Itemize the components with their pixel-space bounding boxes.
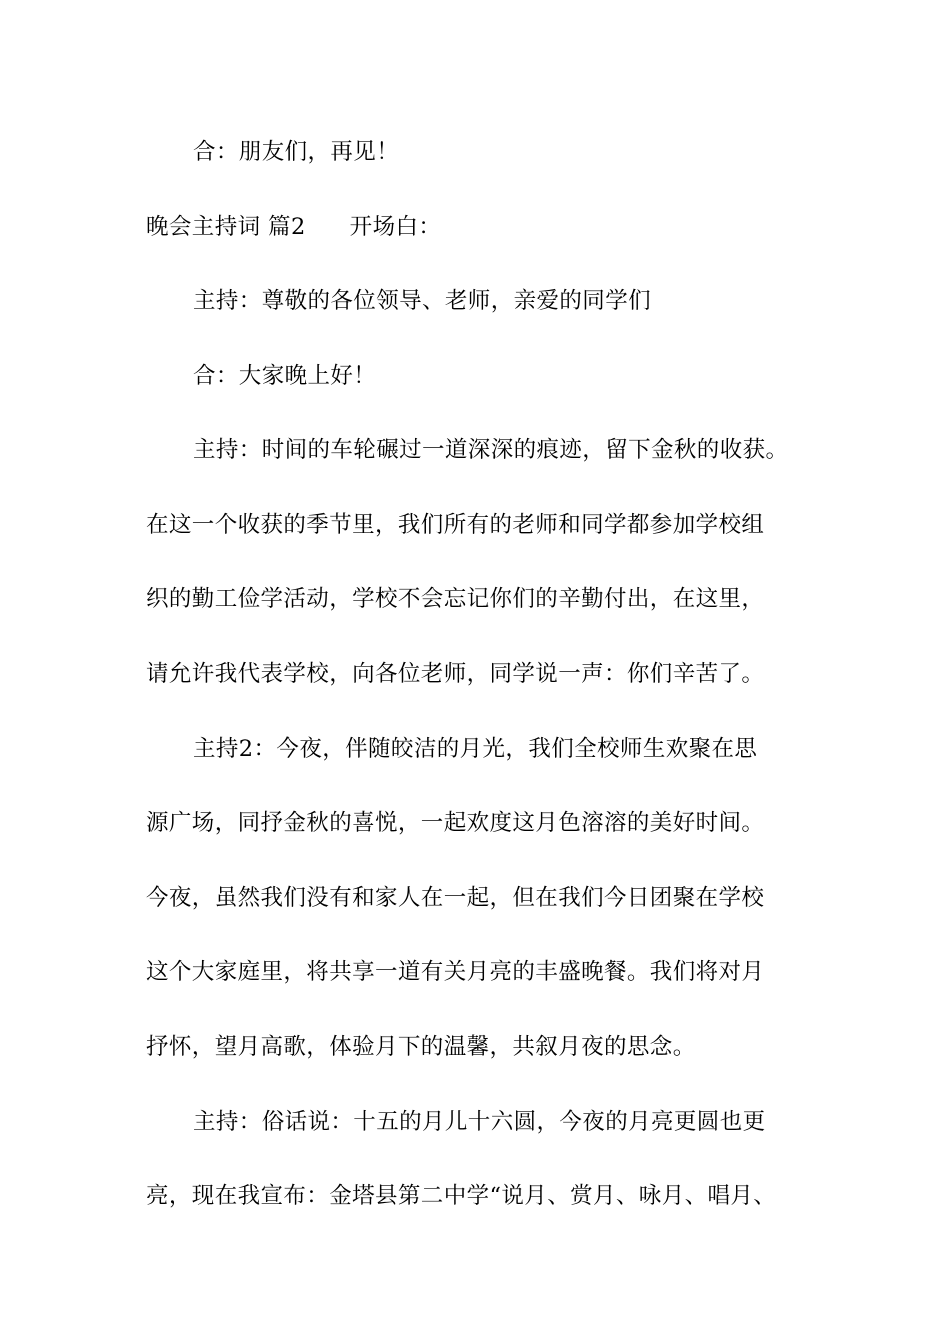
paragraph-line: 亮，现在我宣布：金塔县第二中学“说月、赏月、咏月、唱月、 bbox=[146, 1183, 777, 1209]
paragraph-line: 这个大家庭里，将共享一道有关月亮的丰盛晚餐。我们将对月 bbox=[146, 959, 765, 985]
paragraph-line: 织的勤工俭学活动，学校不会忘记你们的辛勤付出，在这里， bbox=[146, 586, 765, 612]
paragraph-line: 主持：尊敬的各位领导、老师，亲爱的同学们 bbox=[193, 288, 652, 314]
paragraph-line: 主持：俗话说：十五的月儿十六圆，今夜的月亮更圆也更 bbox=[193, 1109, 766, 1135]
paragraph-line: 抒怀，望月高歌，体验月下的温馨，共叙月夜的思念。 bbox=[146, 1034, 696, 1060]
closing-line: 合：朋友们，再见！ bbox=[193, 139, 400, 165]
paragraph-line: 在这一个收获的季节里，我们所有的老师和同学都参加学校组 bbox=[146, 512, 765, 538]
paragraph-line: 主持2：今夜，伴随皎洁的月光，我们全校师生欢聚在思 bbox=[193, 736, 758, 762]
paragraph-line: 源广场，同抒金秋的喜悦，一起欢度这月色溶溶的美好时间。 bbox=[146, 810, 765, 836]
section-heading bbox=[146, 212, 441, 242]
section-opening-label: 开场白： bbox=[349, 214, 442, 240]
paragraph-line: 请允许我代表学校，向各位老师，同学说一声：你们辛苦了。 bbox=[146, 661, 765, 687]
section-title: 晚会主持词 篇2 bbox=[146, 214, 306, 240]
paragraph-line: 今夜，虽然我们没有和家人在一起，但在我们今日团聚在学校 bbox=[146, 885, 765, 911]
paragraph-line: 合：大家晚上好！ bbox=[193, 363, 377, 389]
paragraph-line: 主持：时间的车轮碾过一道深深的痕迹，留下金秋的收获。 bbox=[193, 437, 789, 463]
